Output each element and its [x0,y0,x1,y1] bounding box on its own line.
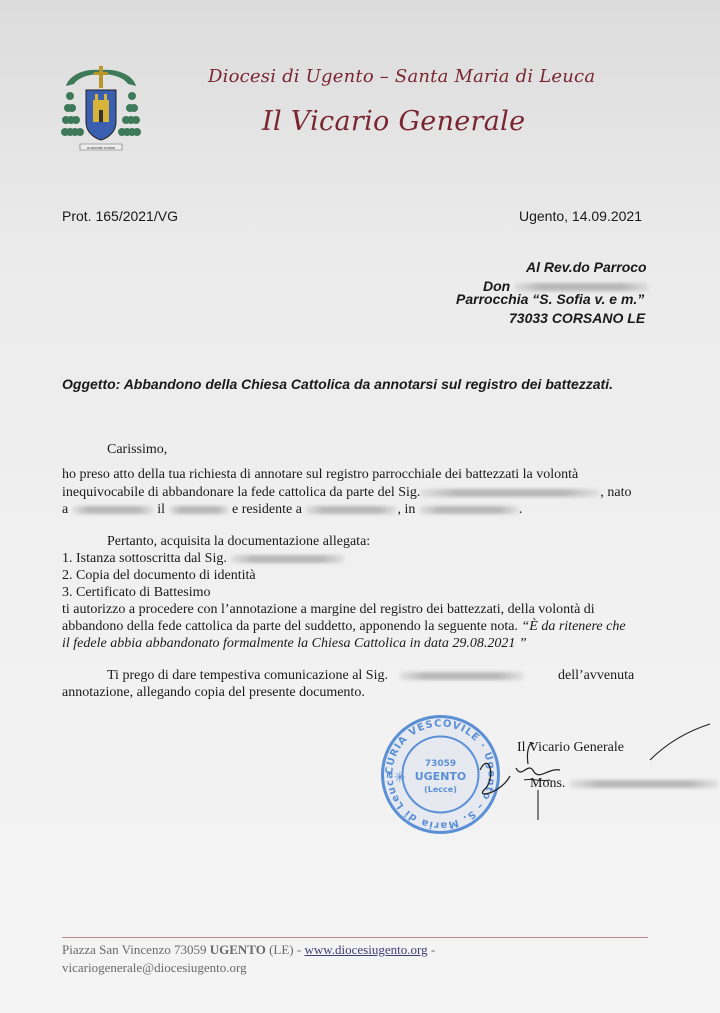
recipient-line-3: Parrocchia “S. Sofia v. e m.” [456,291,645,307]
paragraph-1-line-1: ho preso atto della tua richiesta di annotare sul registro parrocchiale dei battezzati la volontà [62,467,579,482]
svg-text:IN NOMINE DOMINI: IN NOMINE DOMINI [86,146,116,150]
redacted-residence [305,506,397,514]
redacted-address [419,506,519,514]
redacted-birthplace [72,506,154,514]
recipient-line-1: Al Rev.do Parroco [526,259,647,275]
protocol-number: Prot. 165/2021/VG [62,208,178,224]
handwritten-signature-icon [470,720,720,830]
svg-text:✳: ✳ [394,770,406,786]
attachment-2: 2. Copia del documento di identità [62,568,256,583]
letter-subject: Oggetto: Abbandono della Chiesa Cattolica da annotarsi sul registro dei battezzati. [62,376,613,392]
paragraph-2-line-1: ti autorizzo a procedere con l’annotazione a margine del registro dei battezzati, della volontà di [62,602,595,617]
diocese-name: Diocesi di Ugento – Santa Maria di Leuca [208,66,596,87]
episcopal-crest-icon [60,64,142,164]
footer-address: Piazza San Vincenzo 73059 UGENTO (LE) - www.diocesiugento.org - [62,942,436,957]
stamp-ring-text: CURIA VESCOVILE · Ugento – S. Maria di Leuca [384,718,497,831]
paragraph-2-line-2: abbandono della fede cattolica da parte del suddetto, apponendo la seguente nota. “È da ritenere che [62,619,626,634]
place-date: Ugento, 14.09.2021 [519,208,642,224]
paragraph-2-intro: Pertanto, acquisita la documentazione allegata: [107,534,371,549]
redacted-name [420,489,600,497]
website-link[interactable]: www.diocesiugento.org [304,942,428,957]
recipient-line-4: 73033 CORSANO LE [509,310,646,326]
attachment-3: 3. Certificato di Battesimo [62,585,211,600]
redacted-birthdate [169,506,229,514]
paragraph-2-line-3: il fedele abbia abbandonato formalmente la Chiesa Cattolica in data 29.08.2021 ” [62,636,527,651]
paragraph-1-line-3: a il e residente a , in . [62,502,523,517]
redacted-name [399,672,524,680]
stamp-cap: 73059 [424,759,457,769]
signature-name: Mons. [530,776,719,792]
stamp-province: (Lecce) [424,785,457,794]
footer-email[interactable]: vicariogenerale@diocesiugento.org [62,960,247,975]
redacted-name [230,555,345,563]
office-title: Il Vicario Generale [262,106,526,137]
paragraph-3-line-1: Ti prego di dare tempestiva comunicazione al Sig. dell’avvenuta [107,668,635,683]
paragraph-1-line-2: inequivocabile di abbandonare la fede cattolica da parte del Sig. , nato [62,485,632,500]
stamp-city: UGENTO [414,770,467,783]
footer-divider [62,937,648,938]
greeting: Carissimo, [107,442,168,457]
attachment-1: 1. Istanza sottoscritta dal Sig. [62,551,345,567]
paragraph-3-line-2: annotazione, allegando copia del presente documento. [62,685,365,700]
recipient-don: Don [483,278,511,294]
signature-title: Il Vicario Generale [517,740,624,755]
